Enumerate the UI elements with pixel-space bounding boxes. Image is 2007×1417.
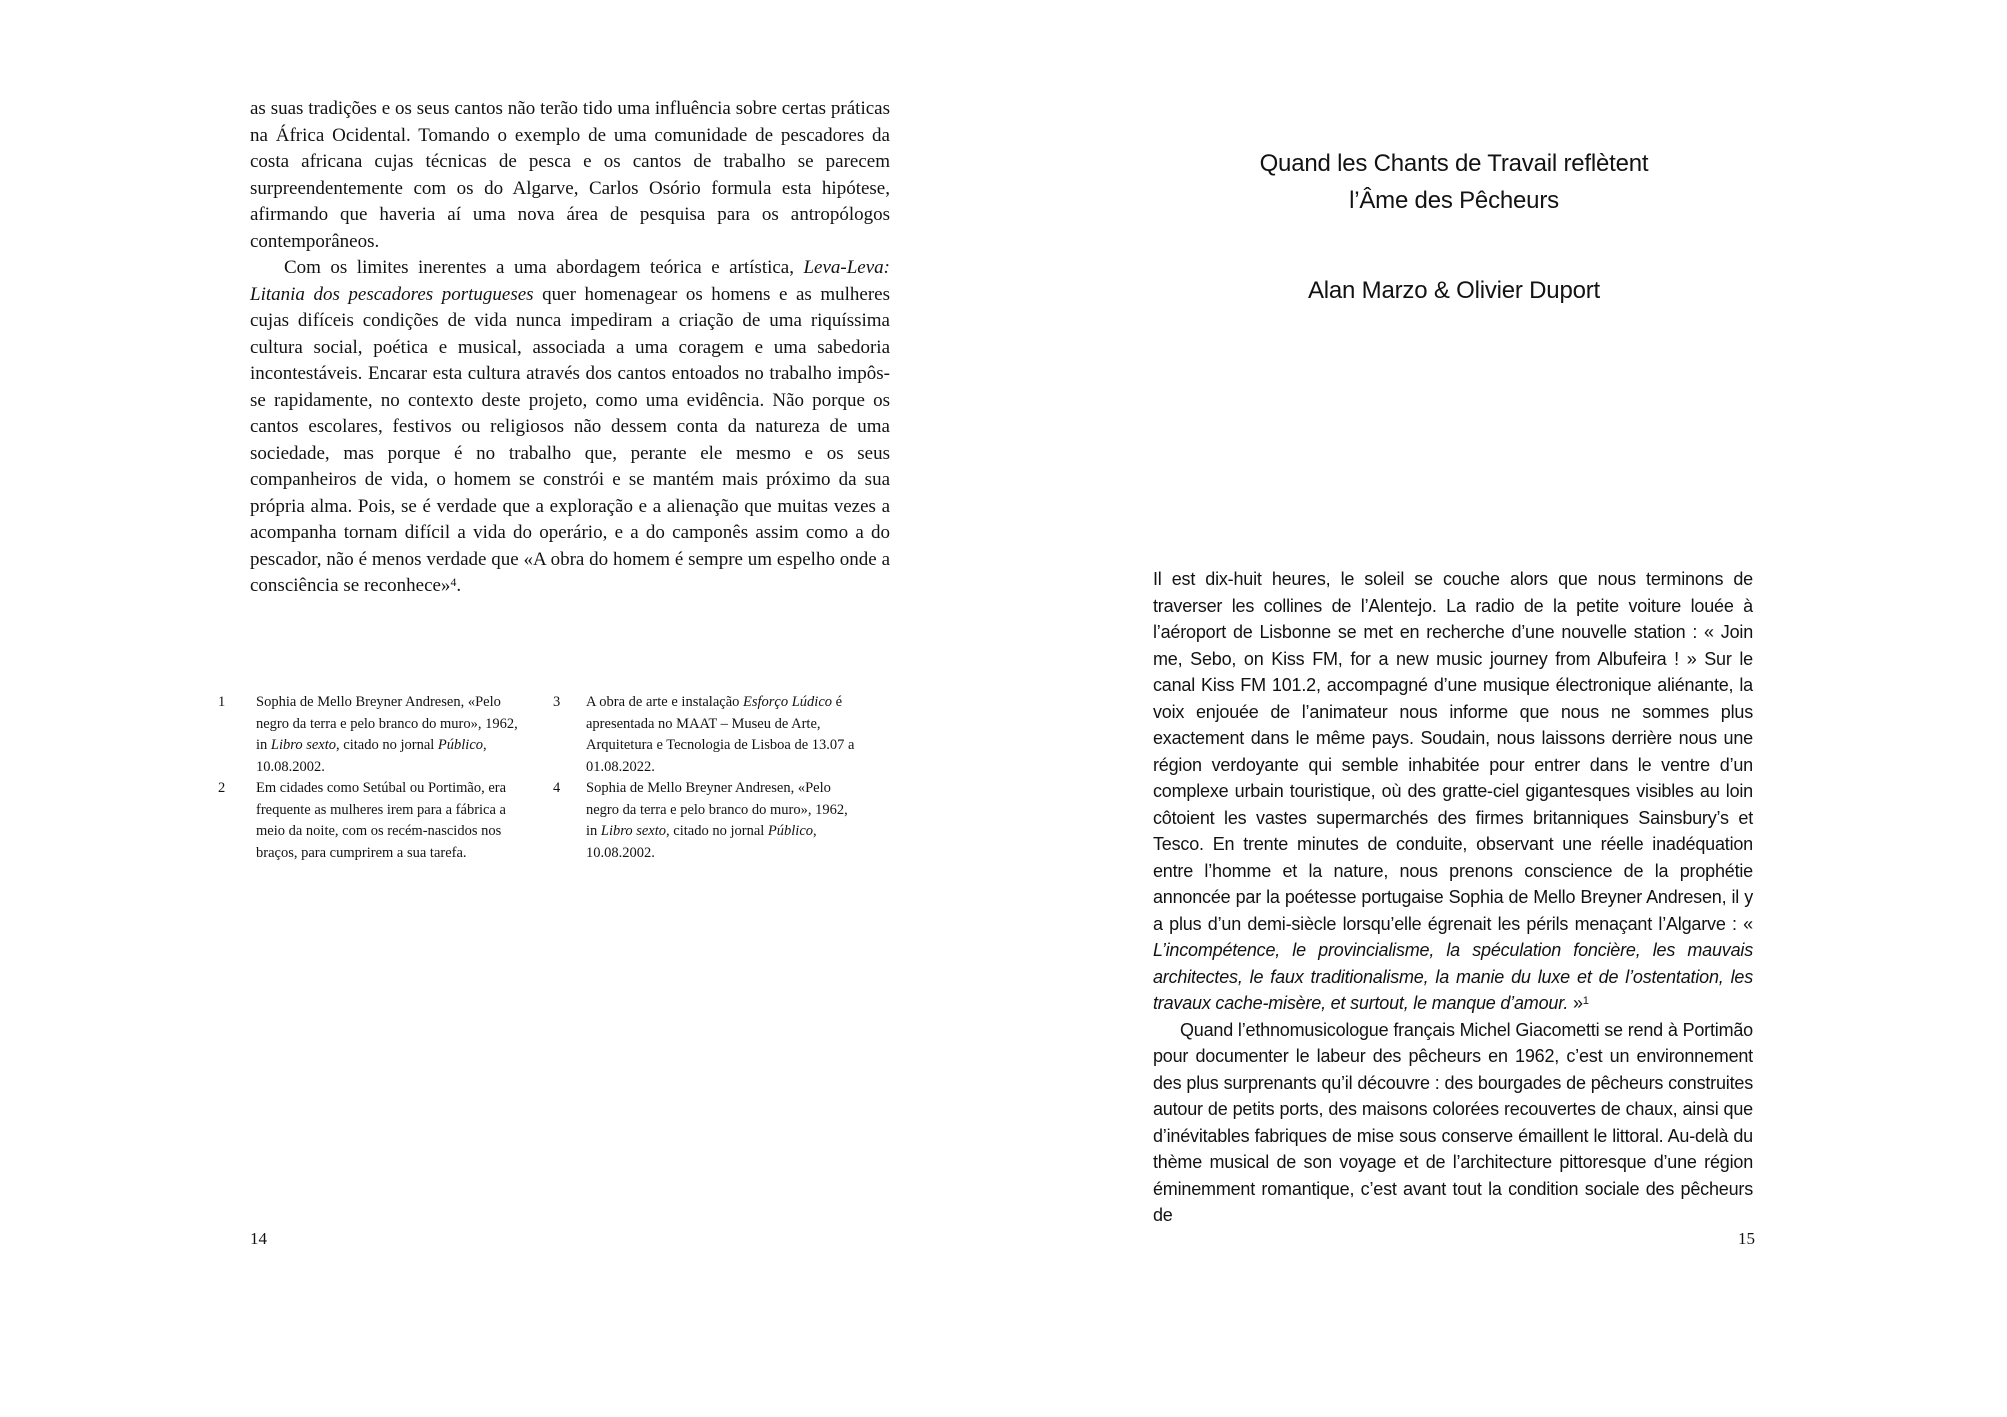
footnote-column-2 <box>553 692 858 864</box>
paragraph: as suas tradições e os seus cantos não terão tido uma influência sobre certas práticas na África Ocidental. Tomando o exemplo de uma comunidade de pescadores da costa africana cujas técnicas de pesca e os cantos de trabalho se parecem surpreendentemente com os do Algarve, Carlos Osório formula esta hipótese, afirmando que haveria aí uma nova área de pesquisa para os antropólogos contemporâneos. <box>250 98 890 252</box>
right-body-text <box>1153 566 1753 1229</box>
footnote-2 <box>218 778 522 864</box>
footnote-1 <box>218 692 522 778</box>
byline: Alan Marzo & Olivier Duport <box>1307 277 1601 304</box>
left-page <box>0 0 1003 1417</box>
footnote-text: Em cidades como Setúbal ou Portimão, era frequente as mulheres irem para a fábrica a meio da noite, com os recém-nascidos nos braços, para cumprirem a sua tarefa. <box>256 780 507 861</box>
footnote-text: Sophia de Mello Breyner Andresen, «Pelo negro da terra e pelo branco do muro», 1962, in Libro sexto, citado no jornal Público, 10.08.2002. <box>586 780 848 861</box>
footnote-number: 1 <box>218 694 226 710</box>
paragraph: Quand l’ethnomusicologue français Michel Giacometti se rend à Portimão pour documenter le labeur des pêcheurs en 1962, c’est un environnement des plus surprenants qu’il découvre : des bourgades de pêcheurs construites autour de petits ports, des maisons colorées recouvertes de chaux, ainsi que d’inévitables fabriques de mise sous conserve émaillent le littoral. Au-delà du thème musical de son voyage et de l’architecture pittoresque d’une région éminemment romantique, c’est avant tout la condition sociale des pêcheurs de <box>1153 1019 1753 1225</box>
paragraph: Il est dix-huit heures, le soleil se couche alors que nous terminons de traverser les collines de l’Alentejo. La radio de la petite voiture louée à l’aéroport de Lisbonne se met en recherche d’une nouvelle station : « Join me, Sebo, on Kiss FM, for a new music journey from Albufeira ! » Sur le canal Kiss FM 101.2, accompagné d’une musique électronique aliénante, la voix enjouée de l’animateur nous informe que nous ne sommes plus exactement dans le même pays. Soudain, nous laissons derrière nous une région verdoyante qui semble inhabitée pour entrer dans le ventre d’un complexe urbain touristique, où des gratte-ciel gigantesques visibles au loin côtoient les vastes supermarchés des firmes britanniques Sainsbury’s et Tesco. En trente minutes de conduite, observant une réelle inadéquation entre l’homme et la nature, nous prenons conscience de la prophétie annoncée par la poétesse portugaise Sophia de Mello Breyner Andresen, il y a plus d’un demi-siècle lorsqu’elle égrenait les périls menaçant l’Algarve : « L’incompétence, le provincialisme, la spéculation foncière, les mauvais architectes, le faux traditionalisme, la manie du luxe et de l’ostentation, les travaux cache-misère, et surtout, le manque d’amour. »$^1$ <box>1153 569 1753 1013</box>
article-title-line-1: Quand les Chants de Travail reflètent <box>1259 150 1649 177</box>
footnote-4 <box>553 778 858 864</box>
page-number-right: 15 <box>1738 1229 1755 1248</box>
paragraph: Com os limites inerentes a uma abordagem teórica e artística, Leva-Leva: Litania dos pescadores portugueses quer homenagear os homens e as mulheres cujas difíceis condições de vida nunca impediram a criação de uma riquíssima cultura social, poética e musical, associada a uma coragem e uma sabedoria incontestáveis. Encarar esta cultura através dos cantos entoados no trabalho impôs-se rapidamente, no contexto deste projeto, como uma evidência. Não porque os cantos escolares, festivos ou religiosos não dessem conta da natureza de uma sociedade, mas porque é no trabalho que, perante ele mesmo e os seus companheiros de vida, o homem se constrói e se mantém mais próximo da sua própria alma. Pois, se é verdade que a exploração e a alienação que muitas vezes a acompanha tornam difícil a vida do operário, e a do camponês assim como a do pescador, não é menos verdade que «A obra do homem é sempre um espelho onde a consciência se reconhece»$^4$. <box>250 257 890 596</box>
footnote-3 <box>553 692 858 778</box>
footnote-column-1 <box>218 692 522 864</box>
right-page <box>1003 0 2007 1417</box>
article-title-line-2: l’Âme des Pêcheurs <box>1349 187 1559 214</box>
footnote-number: 4 <box>553 780 561 796</box>
footnote-text: Sophia de Mello Breyner Andresen, «Pelo negro da terra e pelo branco do muro», 1962, in Libro sexto, citado no jornal Público, 10.08.2002. <box>256 694 518 775</box>
left-body-text <box>250 96 890 600</box>
footnote-text: A obra de arte e instalação Esforço Lúdico é apresentada no MAAT – Museu de Arte, Arquitetura e Tecnologia de Lisboa de 13.07 a 01.08.2022. <box>586 694 855 775</box>
footnote-number: 3 <box>553 694 561 710</box>
article-title <box>1153 145 1755 219</box>
page-number-left: 14 <box>250 1229 267 1248</box>
footnote-number: 2 <box>218 780 226 796</box>
